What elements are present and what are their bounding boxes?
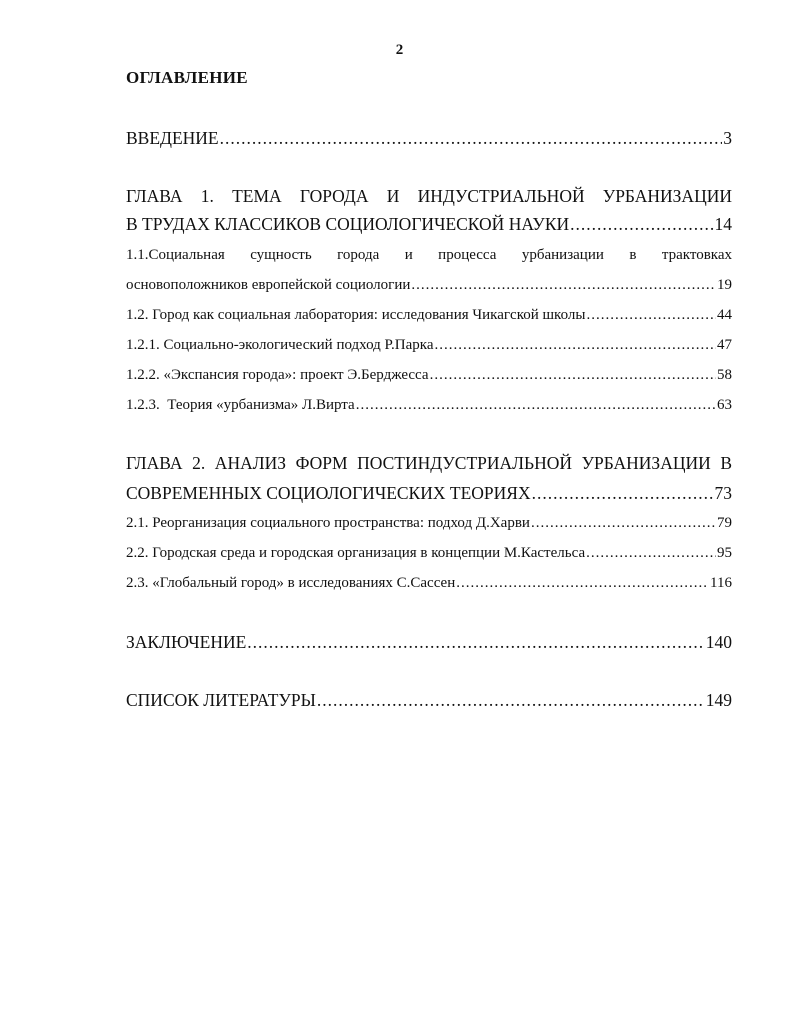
chapter1-title-line1: ГЛАВА 1. ТЕМА ГОРОДА И ИНДУСТРИАЛЬНОЙ УРБАНИЗАЦИИ: [126, 186, 732, 206]
entry-page: 116: [710, 575, 732, 591]
toc-entry-section-1-2-1: [126, 337, 732, 354]
dot-leader: [532, 483, 714, 504]
entry-title: СОВРЕМЕННЫХ СОЦИОЛОГИЧЕСКИХ ТЕОРИЯХ: [126, 483, 531, 503]
dot-leader: [220, 128, 723, 149]
entry-title: СПИСОК ЛИТЕРАТУРЫ: [126, 690, 316, 710]
toc-entry-introduction: [126, 128, 732, 149]
dot-leader: [356, 397, 716, 414]
entry-title: ВВЕДЕНИЕ: [126, 128, 219, 148]
entry-title: 1.2.1. Социально-экологический подход Р.Парка: [126, 337, 434, 353]
entry-page: 149: [705, 690, 732, 710]
toc-entry-conclusion: [126, 632, 732, 653]
entry-page: 44: [717, 307, 732, 323]
chapter2-title-line1: ГЛАВА 2. АНАЛИЗ ФОРМ ПОСТИНДУСТРИАЛЬНОЙ УРБАНИЗАЦИИ В: [126, 453, 732, 473]
dot-leader: [456, 575, 709, 592]
page-number: 2: [395, 42, 404, 58]
toc-entry-section-2-2: [126, 545, 732, 562]
toc-entry-chapter2: [126, 483, 732, 504]
dot-leader: [435, 337, 717, 354]
toc-entry-section-1-2: [126, 307, 732, 324]
entry-page: 58: [717, 367, 732, 383]
entry-title: 2.2. Городская среда и городская организация в концепции М.Кастельса: [126, 545, 586, 561]
dot-leader: [586, 545, 716, 562]
entry-page: 63: [717, 397, 732, 413]
entry-page: 79: [717, 515, 732, 531]
dot-leader: [317, 690, 705, 711]
entry-title: 2.1. Реорганизация социального пространства: подход Д.Харви: [126, 515, 530, 531]
entry-page: 140: [705, 632, 732, 652]
entry-title: 2.3. «Глобальный город» в исследованиях С.Сассен: [126, 575, 456, 591]
dot-leader: [570, 214, 713, 235]
entry-page: 73: [714, 483, 732, 503]
toc-entry-section-1-1: [126, 277, 732, 294]
dot-leader: [430, 367, 716, 384]
toc-entry-section-1-2-2: [126, 367, 732, 384]
toc-entry-section-1-2-3: [126, 397, 732, 414]
dot-leader: [531, 515, 716, 532]
entry-title: В ТРУДАХ КЛАССИКОВ СОЦИОЛОГИЧЕСКОЙ НАУКИ: [126, 214, 570, 234]
section-1-1-line1: 1.1.Социальная сущность города и процесса урбанизации в трактовках: [126, 247, 732, 263]
toc-entry-chapter1: [126, 214, 732, 235]
toc-entry-references: [126, 690, 732, 711]
dot-leader: [586, 307, 716, 324]
toc-heading: ОГЛАВЛЕНИЕ: [126, 68, 248, 87]
entry-title: ЗАКЛЮЧЕНИЕ: [126, 632, 247, 652]
entry-title: 1.2. Город как социальная лаборатория: исследования Чикагской школы: [126, 307, 586, 323]
entry-title: 1.2.3. Теория «урбанизма» Л.Вирта: [126, 397, 355, 413]
toc-entry-section-2-1: [126, 515, 732, 532]
entry-title: 1.2.2. «Экспансия города»: проект Э.Берджесса: [126, 367, 429, 383]
dot-leader: [247, 632, 704, 653]
dot-leader: [411, 277, 716, 294]
entry-page: 19: [717, 277, 732, 293]
entry-page: 95: [717, 545, 732, 561]
entry-page: 47: [717, 337, 732, 353]
entry-page: 14: [714, 214, 732, 234]
toc-entry-section-2-3: [126, 575, 732, 592]
entry-page: 3: [723, 128, 732, 148]
entry-title: основоположников европейской социологии: [126, 277, 411, 293]
